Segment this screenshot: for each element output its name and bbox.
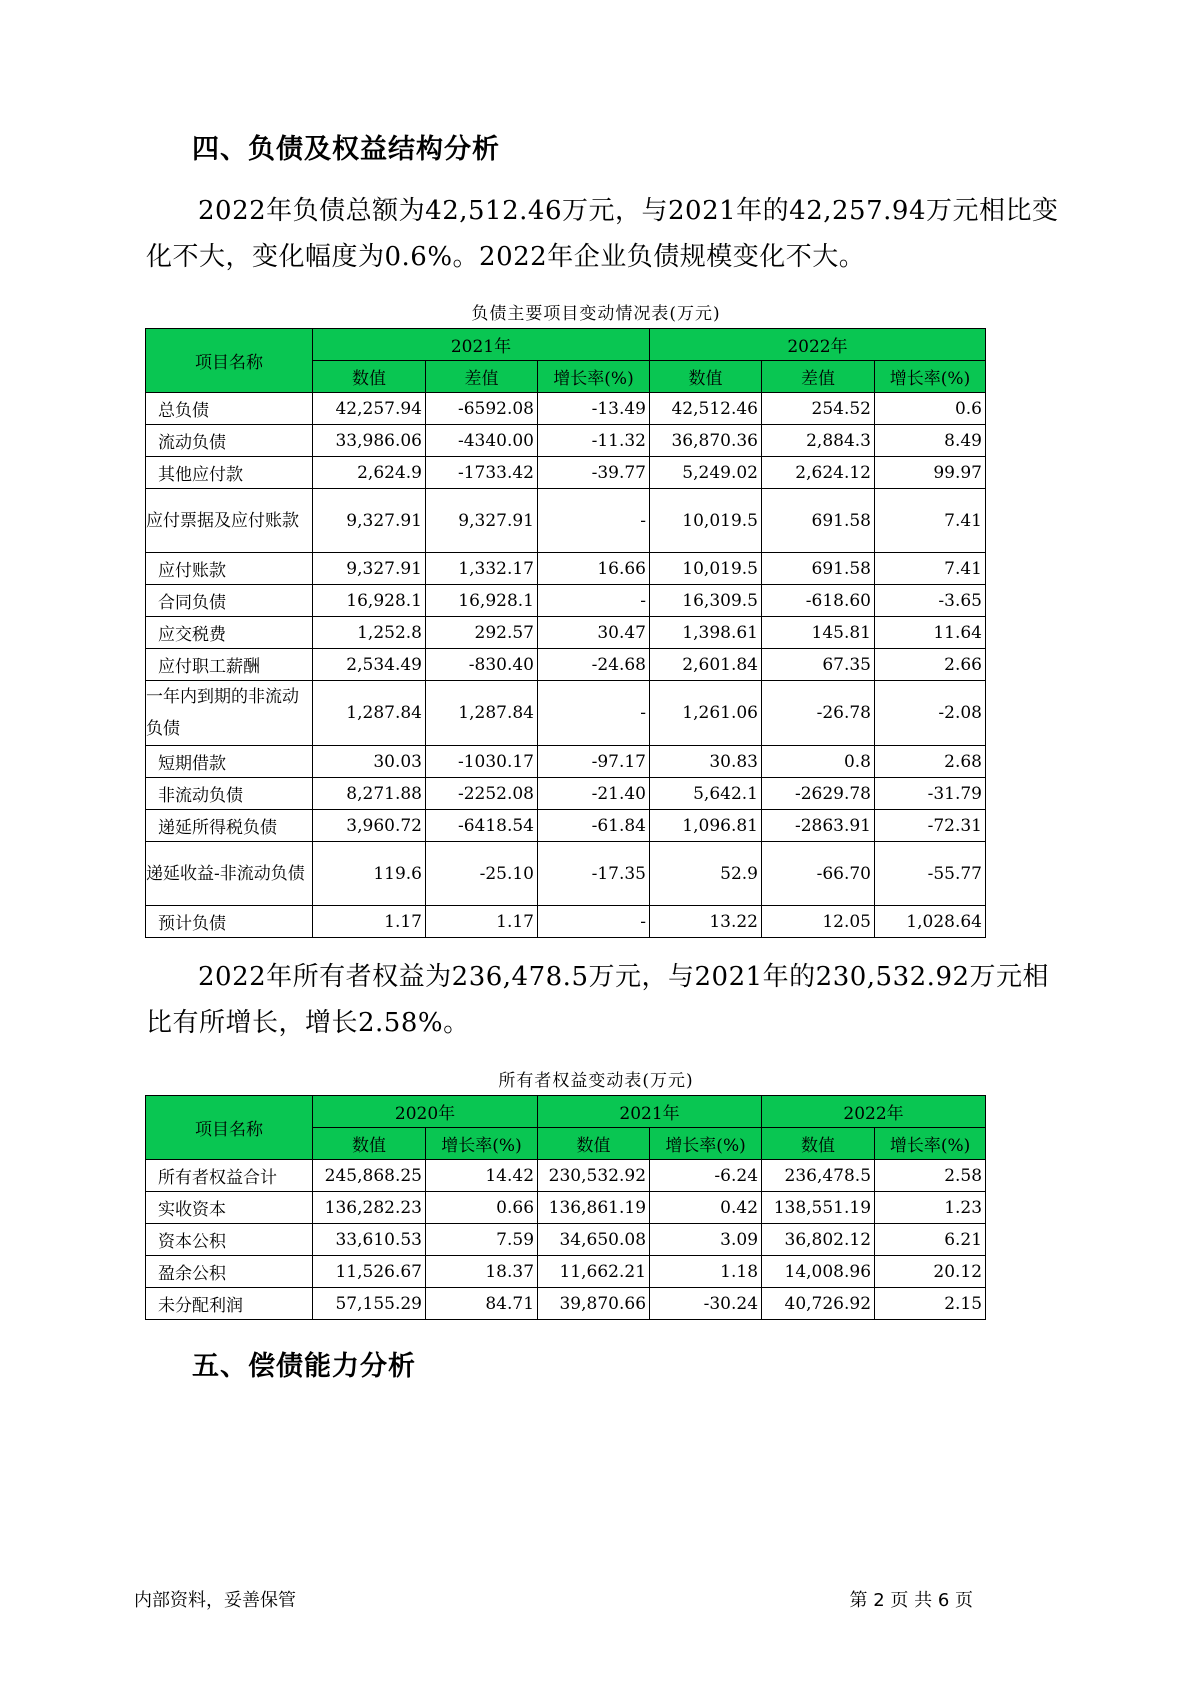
table-row xyxy=(146,1192,986,1224)
table-cell: 0.42 xyxy=(650,1192,762,1224)
table-cell: - xyxy=(538,585,650,617)
table-cell: 33,610.53 xyxy=(313,1224,426,1256)
table-cell: 34,650.08 xyxy=(538,1224,650,1256)
table-row xyxy=(146,778,986,810)
table-cell: 1,287.84 xyxy=(426,681,538,746)
row-label: 未分配利润 xyxy=(146,1288,313,1320)
table-cell: 3.09 xyxy=(650,1224,762,1256)
table-cell: 2.68 xyxy=(875,746,986,778)
table-cell: -31.79 xyxy=(875,778,986,810)
table-cell: 16,928.1 xyxy=(426,585,538,617)
table-cell: -25.10 xyxy=(426,842,538,906)
table-cell: 10,019.5 xyxy=(650,553,762,585)
table-cell: 9,327.91 xyxy=(426,489,538,553)
table-cell: 2,624.9 xyxy=(313,457,426,489)
table-cell: 40,726.92 xyxy=(762,1288,875,1320)
table-cell: -39.77 xyxy=(538,457,650,489)
table-row xyxy=(146,1224,986,1256)
table-cell: 5,249.02 xyxy=(650,457,762,489)
section-heading-liabilities: 四、负债及权益结构分析 xyxy=(192,134,500,165)
table-cell: - xyxy=(538,906,650,938)
table-cell: 119.6 xyxy=(313,842,426,906)
table-cell: 30.03 xyxy=(313,746,426,778)
table-cell: -24.68 xyxy=(538,649,650,681)
row-label: 应付账款 xyxy=(146,553,313,585)
table-cell: -17.35 xyxy=(538,842,650,906)
table-row xyxy=(146,1256,986,1288)
footer-page-number: 第 2 页 共 6 页 xyxy=(849,1590,973,1611)
table-row xyxy=(146,457,986,489)
table-cell: -2863.91 xyxy=(762,810,875,842)
table-cell: 18.37 xyxy=(426,1256,538,1288)
year-header-2021: 2021年 xyxy=(538,1096,762,1128)
table-cell: 138,551.19 xyxy=(762,1192,875,1224)
sub-header: 数值 xyxy=(313,1128,426,1160)
table-cell: 9,327.91 xyxy=(313,553,426,585)
table-cell: 0.6 xyxy=(875,393,986,425)
sub-header: 增长率(%) xyxy=(875,361,986,393)
table-cell: 13.22 xyxy=(650,906,762,938)
table-cell: -6592.08 xyxy=(426,393,538,425)
table-cell: 145.81 xyxy=(762,617,875,649)
table-cell: -618.60 xyxy=(762,585,875,617)
table-cell: 245,868.25 xyxy=(313,1160,426,1192)
row-label: 实收资本 xyxy=(146,1192,313,1224)
table-row xyxy=(146,617,986,649)
table-cell: 30.83 xyxy=(650,746,762,778)
table-cell: 2.66 xyxy=(875,649,986,681)
table-cell: -2252.08 xyxy=(426,778,538,810)
table-cell: -21.40 xyxy=(538,778,650,810)
sub-header: 差值 xyxy=(762,361,875,393)
table-cell: 12.05 xyxy=(762,906,875,938)
sub-header: 增长率(%) xyxy=(426,1128,538,1160)
table-cell: 36,870.36 xyxy=(650,425,762,457)
row-label: 盈余公积 xyxy=(146,1256,313,1288)
table-cell: 1,028.64 xyxy=(875,906,986,938)
table-cell: -4340.00 xyxy=(426,425,538,457)
row-label: 总负债 xyxy=(146,393,313,425)
table-cell: 42,257.94 xyxy=(313,393,426,425)
table-cell: -2.08 xyxy=(875,681,986,746)
equity-table xyxy=(145,1095,986,1320)
table-cell: -1733.42 xyxy=(426,457,538,489)
footer-confidential: 内部资料，妥善保管 xyxy=(134,1590,296,1611)
year-header-2020: 2020年 xyxy=(313,1096,538,1128)
row-label: 递延所得税负债 xyxy=(146,810,313,842)
table-cell: 1,261.06 xyxy=(650,681,762,746)
table-cell: 14.42 xyxy=(426,1160,538,1192)
table-cell: 1.18 xyxy=(650,1256,762,1288)
table-cell: -97.17 xyxy=(538,746,650,778)
table-cell: 7.59 xyxy=(426,1224,538,1256)
table-cell: 14,008.96 xyxy=(762,1256,875,1288)
row-label: 递延收益-非流动负债 xyxy=(146,842,313,906)
table-row xyxy=(146,489,986,553)
table-cell: - xyxy=(538,681,650,746)
table-cell: 36,802.12 xyxy=(762,1224,875,1256)
table-cell: 2,601.84 xyxy=(650,649,762,681)
table-cell: 136,861.19 xyxy=(538,1192,650,1224)
table-row xyxy=(146,1288,986,1320)
table-cell: -13.49 xyxy=(538,393,650,425)
table-cell: 2,884.3 xyxy=(762,425,875,457)
table-cell: -72.31 xyxy=(875,810,986,842)
row-label: 应付票据及应付账款 xyxy=(146,489,313,553)
table-cell: -6.24 xyxy=(650,1160,762,1192)
table-cell: 1,287.84 xyxy=(313,681,426,746)
row-label: 短期借款 xyxy=(146,746,313,778)
table-cell: 136,282.23 xyxy=(313,1192,426,1224)
table-cell: 292.57 xyxy=(426,617,538,649)
table-cell: 1,096.81 xyxy=(650,810,762,842)
table-cell: 691.58 xyxy=(762,553,875,585)
year-header-2022: 2022年 xyxy=(762,1096,986,1128)
row-label: 合同负债 xyxy=(146,585,313,617)
sub-header: 增长率(%) xyxy=(875,1128,986,1160)
table-cell: 42,512.46 xyxy=(650,393,762,425)
table-cell: 11.64 xyxy=(875,617,986,649)
table-cell: 1,332.17 xyxy=(426,553,538,585)
col-header-item: 项目名称 xyxy=(146,329,313,393)
table-row xyxy=(146,393,986,425)
table-cell: 99.97 xyxy=(875,457,986,489)
table-cell: 57,155.29 xyxy=(313,1288,426,1320)
sub-header: 数值 xyxy=(650,361,762,393)
equity-table-caption: 所有者权益变动表(万元) xyxy=(498,1071,694,1091)
table-cell: -3.65 xyxy=(875,585,986,617)
table-cell: -55.77 xyxy=(875,842,986,906)
year-header-2021: 2021年 xyxy=(313,329,650,361)
table-cell: -30.24 xyxy=(650,1288,762,1320)
table-cell: 1.17 xyxy=(313,906,426,938)
table-row xyxy=(146,585,986,617)
table-cell: 8,271.88 xyxy=(313,778,426,810)
liabilities-paragraph: 2022年负债总额为42,512.46万元，与2021年的42,257.94万元相比变化不大，变化幅度为0.6%。2022年企业负债规模变化不大。 xyxy=(146,196,1059,272)
col-header-item: 项目名称 xyxy=(146,1096,313,1160)
sub-header: 增长率(%) xyxy=(650,1128,762,1160)
table-row xyxy=(146,649,986,681)
liabilities-table-caption: 负债主要项目变动情况表(万元) xyxy=(471,304,721,324)
table-cell: -2629.78 xyxy=(762,778,875,810)
table-row xyxy=(146,425,986,457)
table-cell: 5,642.1 xyxy=(650,778,762,810)
sub-header: 增长率(%) xyxy=(538,361,650,393)
table-cell: -830.40 xyxy=(426,649,538,681)
table-row xyxy=(146,906,986,938)
table-cell: 2.58 xyxy=(875,1160,986,1192)
sub-header: 数值 xyxy=(313,361,426,393)
table-cell: 10,019.5 xyxy=(650,489,762,553)
row-label: 非流动负债 xyxy=(146,778,313,810)
table-row xyxy=(146,681,986,746)
table-cell: -26.78 xyxy=(762,681,875,746)
table-cell: 1.23 xyxy=(875,1192,986,1224)
sub-header: 数值 xyxy=(762,1128,875,1160)
table-cell: 2,534.49 xyxy=(313,649,426,681)
sub-header: 差值 xyxy=(426,361,538,393)
row-label: 流动负债 xyxy=(146,425,313,457)
table-cell: - xyxy=(538,489,650,553)
table-cell: 20.12 xyxy=(875,1256,986,1288)
table-cell: 2,624.12 xyxy=(762,457,875,489)
equity-paragraph: 2022年所有者权益为236,478.5万元，与2021年的230,532.92万元相比有所增长，增长2.58%。 xyxy=(146,962,1050,1038)
row-label: 应付职工薪酬 xyxy=(146,649,313,681)
table-cell: 11,662.21 xyxy=(538,1256,650,1288)
row-label: 应交税费 xyxy=(146,617,313,649)
row-label: 预计负债 xyxy=(146,906,313,938)
table-cell: 254.52 xyxy=(762,393,875,425)
table-row xyxy=(146,842,986,906)
row-label: 一年内到期的非流动负债 xyxy=(146,681,313,746)
row-label: 其他应付款 xyxy=(146,457,313,489)
table-cell: 6.21 xyxy=(875,1224,986,1256)
table-cell: 39,870.66 xyxy=(538,1288,650,1320)
sub-header: 数值 xyxy=(538,1128,650,1160)
table-cell: 8.49 xyxy=(875,425,986,457)
table-cell: 1.17 xyxy=(426,906,538,938)
table-cell: 9,327.91 xyxy=(313,489,426,553)
table-cell: 11,526.67 xyxy=(313,1256,426,1288)
table-cell: 1,398.61 xyxy=(650,617,762,649)
table-cell: 52.9 xyxy=(650,842,762,906)
table-cell: 2.15 xyxy=(875,1288,986,1320)
table-cell: 230,532.92 xyxy=(538,1160,650,1192)
liabilities-table xyxy=(145,328,986,938)
table-cell: 7.41 xyxy=(875,489,986,553)
table-cell: 33,986.06 xyxy=(313,425,426,457)
table-cell: 0.8 xyxy=(762,746,875,778)
table-cell: 1,252.8 xyxy=(313,617,426,649)
table-cell: 30.47 xyxy=(538,617,650,649)
table-cell: 691.58 xyxy=(762,489,875,553)
table-row xyxy=(146,810,986,842)
table-cell: 84.71 xyxy=(426,1288,538,1320)
table-cell: 16,928.1 xyxy=(313,585,426,617)
table-cell: 16.66 xyxy=(538,553,650,585)
year-header-2022: 2022年 xyxy=(650,329,986,361)
table-cell: -6418.54 xyxy=(426,810,538,842)
table-cell: -11.32 xyxy=(538,425,650,457)
table-cell: 236,478.5 xyxy=(762,1160,875,1192)
table-cell: 16,309.5 xyxy=(650,585,762,617)
table-row xyxy=(146,1160,986,1192)
row-label: 资本公积 xyxy=(146,1224,313,1256)
table-cell: -1030.17 xyxy=(426,746,538,778)
table-cell: 67.35 xyxy=(762,649,875,681)
table-row xyxy=(146,553,986,585)
table-cell: -61.84 xyxy=(538,810,650,842)
table-row xyxy=(146,746,986,778)
row-label: 所有者权益合计 xyxy=(146,1160,313,1192)
table-cell: 3,960.72 xyxy=(313,810,426,842)
table-cell: -66.70 xyxy=(762,842,875,906)
section-heading-solvency: 五、偿债能力分析 xyxy=(192,1351,416,1382)
table-cell: 0.66 xyxy=(426,1192,538,1224)
table-cell: 7.41 xyxy=(875,553,986,585)
